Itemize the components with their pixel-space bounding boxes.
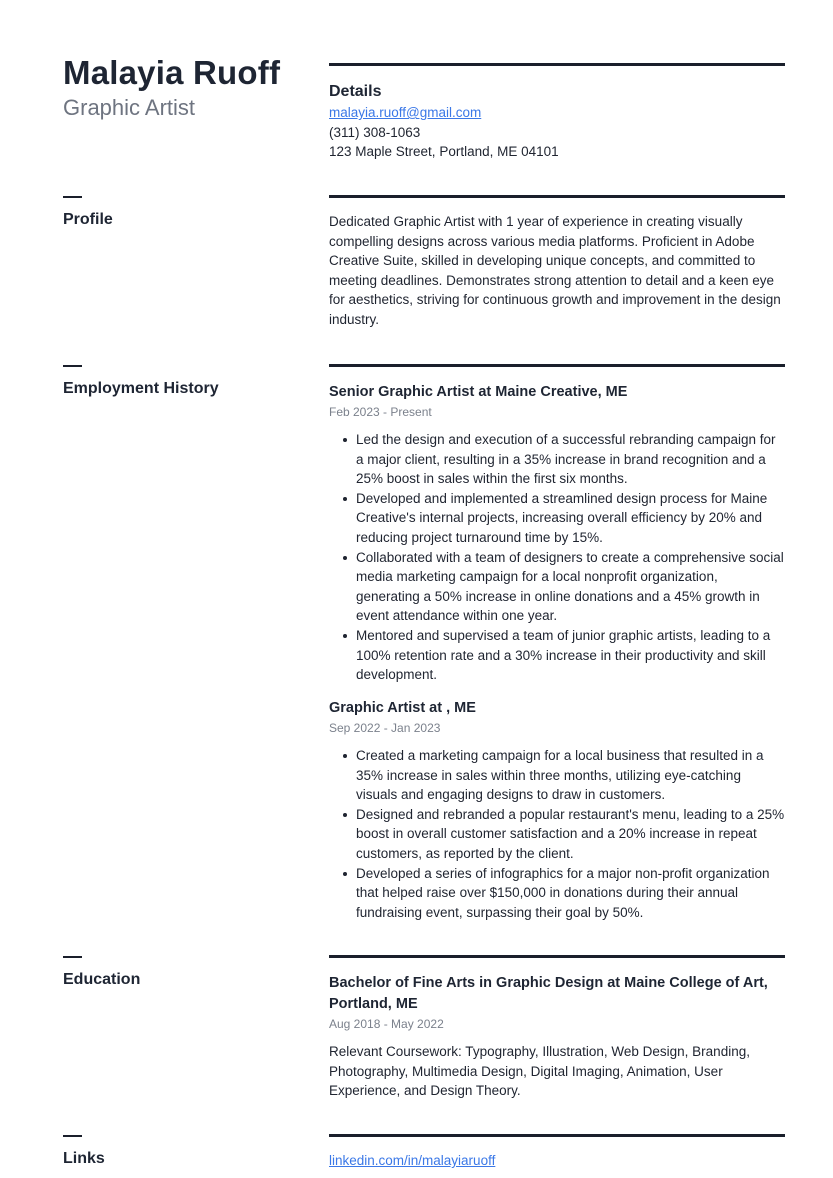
bullet-item: Collaborated with a team of designers to create a comprehensive social media marketing campaign for a local nonprofit organization, generating a 50% increase in online donations and a 45% growth in event attendance within one year. — [329, 548, 785, 626]
job-bullets — [329, 746, 785, 922]
education-heading: Education — [63, 971, 141, 988]
education-title: Bachelor of Fine Arts in Graphic Design at Maine College of Art, Portland, ME — [329, 975, 768, 1012]
candidate-name: Malayia Ruoff — [63, 54, 281, 91]
profile-text: Dedicated Graphic Artist with 1 year of experience in creating visually compelling designs across various media platforms. Proficient in Adobe Creative Suite, skilled in developing unique concepts, and committed to meeting deadlines. Demonstrates strong attention to detail and a keen eye for aesthetics, striving for continuous growth and improvement in the design industry. — [329, 214, 781, 327]
profile-tick — [63, 196, 82, 198]
details-divider — [329, 63, 785, 66]
education-entry — [329, 973, 785, 1101]
job-entry — [329, 382, 785, 685]
linkedin-link[interactable]: linkedin.com/in/malayiaruoff — [329, 1153, 496, 1168]
education-divider — [329, 955, 785, 958]
education-description: Relevant Coursework: Typography, Illustration, Web Design, Branding, Photography, Multimedia Design, Digital Imaging, Animation, User Experience, and Design Theory. — [329, 1044, 750, 1099]
bullet-item: Created a marketing campaign for a local business that resulted in a 35% increase in sales within three months, utilizing eye-catching visuals and engaging designs to draw in customers. — [329, 746, 785, 805]
candidate-job-title: Graphic Artist — [63, 95, 196, 120]
email-link[interactable]: malayia.ruoff@gmail.com — [329, 105, 482, 120]
job-entry — [329, 698, 785, 922]
education-tick — [63, 956, 82, 958]
details-heading: Details — [329, 83, 382, 100]
job-dates: Sep 2022 - Jan 2023 — [329, 721, 441, 735]
employment-tick — [63, 365, 82, 367]
job-title: Senior Graphic Artist at Maine Creative, ME — [329, 384, 628, 400]
profile-divider — [329, 195, 785, 198]
links-heading: Links — [63, 1150, 105, 1167]
education-dates: Aug 2018 - May 2022 — [329, 1017, 444, 1031]
job-dates: Feb 2023 - Present — [329, 405, 432, 419]
links-tick — [63, 1135, 82, 1137]
job-bullets — [329, 430, 785, 685]
bullet-item: Mentored and supervised a team of junior graphic artists, leading to a 100% retention rate and a 30% increase in their productivity and skill development. — [329, 626, 785, 685]
bullet-item: Developed and implemented a streamlined design process for Maine Creative's internal projects, increasing overall efficiency by 20% and reducing project turnaround time by 15%. — [329, 489, 785, 548]
bullet-item: Designed and rebranded a popular restaurant's menu, leading to a 25% boost in overall customer satisfaction and a 20% increase in repeat customers, as reported by the client. — [329, 805, 785, 864]
profile-heading: Profile — [63, 211, 113, 228]
bullet-item: Led the design and execution of a successful rebranding campaign for a major client, resulting in a 35% increase in brand recognition and a 25% boost in sales within the first six months. — [329, 430, 785, 489]
links-divider — [329, 1134, 785, 1137]
address: 123 Maple Street, Portland, ME 04101 — [329, 144, 559, 160]
links-section — [329, 1151, 785, 1171]
employment-divider — [329, 364, 785, 367]
job-title: Graphic Artist at , ME — [329, 700, 476, 716]
phone-number: (311) 308-1063 — [329, 124, 421, 140]
employment-heading: Employment History — [63, 380, 219, 397]
bullet-item: Developed a series of infographics for a major non-profit organization that helped raise over $150,000 in donations during their annual fundraising event, surpassing their goal by 50%. — [329, 864, 785, 923]
details-section — [329, 81, 785, 162]
